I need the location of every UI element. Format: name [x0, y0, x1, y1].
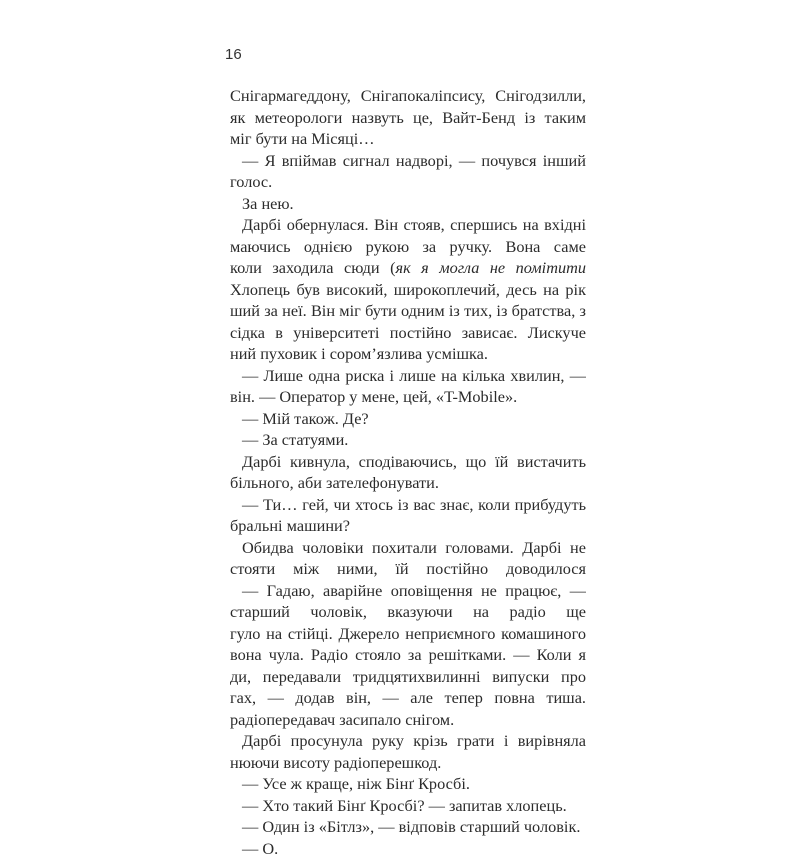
text-line	[230, 107, 586, 129]
text-line-content: — За статуями.	[242, 430, 348, 449]
text-line	[230, 601, 586, 623]
text-line-content: — Хто такий Бінґ Кросбі? — запитав хлопець.	[242, 796, 567, 815]
text-line	[230, 666, 586, 688]
text-line	[230, 816, 586, 838]
text-line	[230, 193, 586, 215]
text-line	[230, 709, 586, 731]
text-line	[230, 322, 586, 344]
text-line-content: нюючи висоту радіоперешкод.	[230, 753, 441, 772]
text-line-content: гах, — додав він, — але тепер повна тиша.	[230, 688, 586, 709]
text-line-content: Дарбі обернулася. Він стояв, спершись на вхідні	[242, 215, 586, 236]
text-line-content: стояти між ними, їй постійно доводилося	[230, 559, 586, 580]
text-line-content: — Мій також. Де?	[242, 409, 369, 428]
text-line	[230, 429, 586, 451]
text-line	[230, 451, 586, 473]
text-line	[230, 150, 586, 172]
body-text	[230, 85, 586, 859]
text-line-content: старший чоловік, вказуючи на радіо ще	[230, 602, 586, 623]
text-line	[230, 257, 586, 279]
text-line-content: ший за неї. Він міг бути одним із тих, із братства, з	[230, 301, 586, 322]
text-line-content: більного, аби зателефонувати.	[230, 473, 439, 492]
text-line	[230, 343, 586, 365]
text-line-content: За нею.	[242, 194, 294, 213]
text-line-content: — Усе ж краще, ніж Бінґ Кросбі.	[242, 774, 470, 793]
text-line	[230, 773, 586, 795]
text-line	[230, 386, 586, 408]
text-line-content: голос.	[230, 172, 272, 191]
text-line	[230, 300, 586, 322]
text-line	[230, 752, 586, 774]
text-line-content: Хлопець був високий, широкоплечий, десь на рік	[230, 280, 586, 301]
text-line-content: вона чула. Радіо стояло за решітками. — Коли я	[230, 645, 586, 666]
text-line	[230, 128, 586, 150]
text-line-content: маючись однією рукою за ручку. Вона саме	[230, 237, 586, 258]
text-line	[230, 687, 586, 709]
text-line	[230, 644, 586, 666]
text-line	[230, 472, 586, 494]
text-line-content: — Гадаю, аварійне оповіщення не працює, —	[242, 581, 586, 602]
text-line-content: радіопередавач засипало снігом.	[230, 710, 454, 729]
text-line-content: Дарбі кивнула, сподіваючись, що їй вистачить	[242, 452, 586, 473]
text-line	[230, 515, 586, 537]
text-line-content: — О.	[242, 839, 278, 858]
text-line	[230, 795, 586, 817]
text-line-content: — Я впіймав сигнал надворі, — почувся інший	[242, 151, 586, 172]
text-line-content: гуло на стійці. Джерело неприємного комашиного	[230, 624, 586, 645]
text-line-content: ний пуховик і сором’язлива усмішка.	[230, 344, 488, 363]
text-line-content: як метеорологи назвуть це, Вайт-Бенд із таким	[230, 108, 586, 129]
text-line-content: — Ти… гей, чи хтось із вас знає, коли прибудуть	[242, 495, 586, 516]
text-line-content: ди, передавали тридцятихвилинні випуски про	[230, 667, 586, 688]
text-line-content: — Один із «Бітлз», — відповів старший чоловік.	[242, 817, 580, 836]
text-line	[230, 171, 586, 193]
text-line-content: бральні машини?	[230, 516, 350, 535]
text-line-content: — Лише одна риска і лише на кілька хвилин, —	[242, 366, 586, 387]
text-line	[230, 365, 586, 387]
text-line	[230, 580, 586, 602]
text-line	[230, 838, 586, 859]
text-line-content: Обидва чоловіки похитали головами. Дарбі не	[242, 538, 586, 559]
text-line	[230, 214, 586, 236]
text-line-content: Дарбі просунула руку крізь грати і вирівняла	[242, 731, 586, 752]
text-line-content: коли заходила сюди (	[230, 258, 396, 277]
text-line	[230, 408, 586, 430]
text-line-content: сідка в університеті постійно зависає. Лискуче	[230, 323, 586, 344]
text-line-content: Снігармагеддону, Снігапокаліпсису, Снігодзилли,	[230, 86, 586, 107]
text-line	[230, 623, 586, 645]
text-line	[230, 730, 586, 752]
page-number: 16	[225, 46, 242, 63]
text-line	[230, 558, 586, 580]
text-line	[230, 494, 586, 516]
text-line	[230, 279, 586, 301]
italic-phrase: як я могла не помітити	[230, 258, 586, 279]
text-line-content: міг бути на Місяці…	[230, 129, 375, 148]
text-line	[230, 85, 586, 107]
text-line-content: він. — Оператор у мене, цей, «T-Mobile».	[230, 387, 517, 406]
text-line	[230, 236, 586, 258]
text-line	[230, 537, 586, 559]
